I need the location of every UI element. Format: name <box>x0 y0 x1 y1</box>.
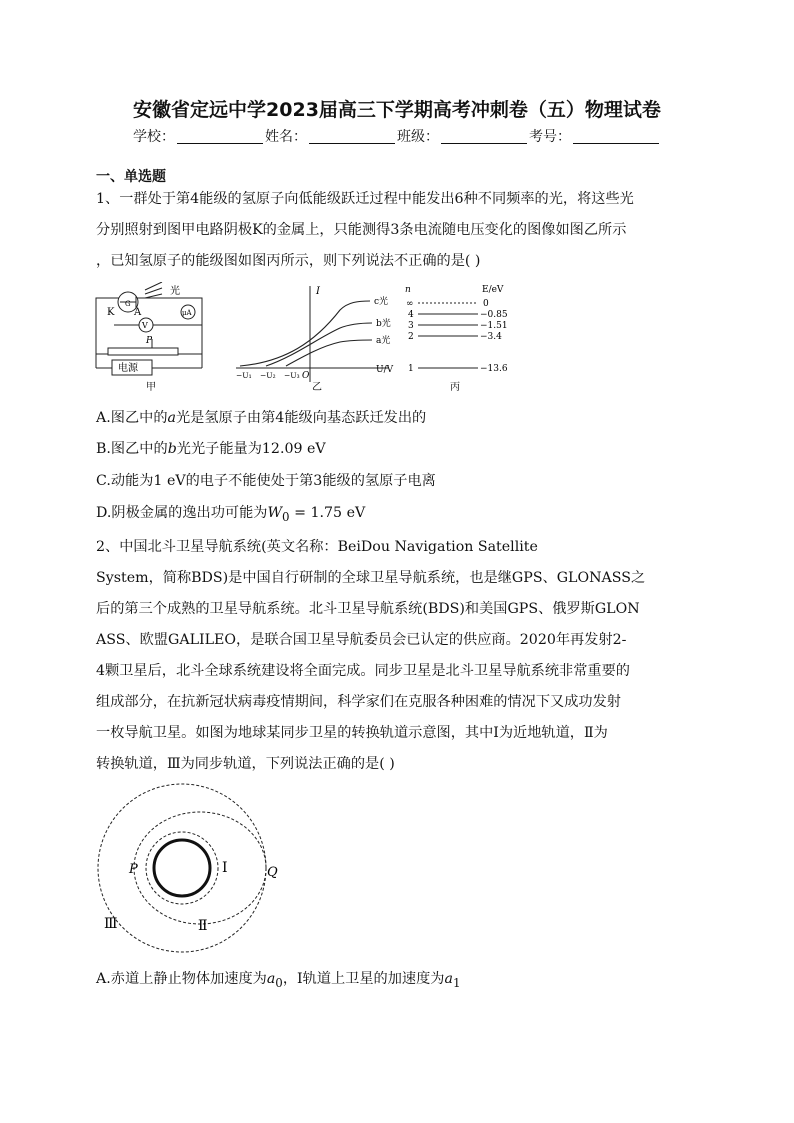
name-label: 姓名： <box>265 129 307 145</box>
orbit-1-label: Ⅰ <box>222 860 228 876</box>
page-title: 安徽省定远中学2023届高三下学期高考冲刺卷（五）物理试卷 <box>133 99 661 121</box>
level-e-header: E/eV <box>482 285 504 295</box>
q2-line: 后的第三个成熟的卫星导航系统。北斗卫星导航系统(BDS)和美国GPS、俄罗斯GLON <box>96 601 640 617</box>
level-n: 1 <box>408 364 414 374</box>
q1-stem <box>96 184 698 277</box>
option-var: a <box>444 971 453 987</box>
option-sub: 0 <box>282 509 290 524</box>
class-label: 班级： <box>397 129 439 145</box>
light-label: 光 <box>170 286 180 297</box>
graph-xlabel: U/V <box>376 365 394 375</box>
graph-origin: O <box>302 371 310 381</box>
tick-label: −U₃ <box>284 371 300 380</box>
energy-levels <box>418 303 478 368</box>
name-blank <box>309 129 395 144</box>
q2-line: 2、中国北斗卫星导航系统(英文名称：BeiDou Navigation Satellite <box>96 539 538 555</box>
tick-label: −U₂ <box>260 371 276 380</box>
q2-option-a[interactable] <box>96 968 461 990</box>
orbit-diagram <box>92 780 302 960</box>
option-text: D.阴极金属的逸出功可能为 <box>96 505 268 521</box>
orbit-3-label: Ⅲ <box>104 916 118 932</box>
level-e: −13.6 <box>480 364 508 374</box>
id-blank <box>573 129 659 144</box>
option-text: ，Ⅰ轨道上卫星的加速度为 <box>282 971 445 987</box>
option-sub: 0 <box>275 975 283 990</box>
id-label: 考号： <box>529 129 571 145</box>
q2-stem <box>96 532 698 780</box>
caption-jia: 甲 <box>146 382 156 393</box>
option-var: a <box>167 410 176 426</box>
class-blank <box>441 129 527 144</box>
q1-option-b[interactable] <box>96 438 326 458</box>
level-n: 2 <box>408 332 414 342</box>
iu-graph <box>236 286 391 382</box>
option-text: A.图乙中的 <box>96 410 168 426</box>
option-text: C.动能为1 eV的电子不能使处于第3能级的氢原子电离 <box>96 473 436 489</box>
level-n-header: n <box>405 285 411 295</box>
graph-ylabel: I <box>316 286 320 297</box>
student-info-line <box>0 126 794 146</box>
q1-line: ，已知氢原子的能级图如图丙所示，则下列说法不正确的是( ) <box>96 253 481 269</box>
orbit-2-label: Ⅱ <box>198 918 208 934</box>
q2-line: ASS、欧盟GALILEO，是联合国卫星导航委员会已认定的供应商。2020年再发射2- <box>96 632 627 648</box>
school-blank <box>177 129 263 144</box>
section-heading: 一、单选题 <box>96 169 166 185</box>
source-label: 电源 <box>118 363 138 374</box>
q1-line: 1、一群处于第4能级的氢原子向低能级跃迁过程中能发出6种不同频率的光，将这些光 <box>96 191 634 207</box>
g-label: G <box>125 300 131 308</box>
option-var: a <box>266 971 276 987</box>
curve-label-b: b光 <box>376 319 391 329</box>
q2-line: System，简称BDS)是中国自行研制的全球卫星导航系统，也是继GPS、GLONASS之 <box>96 570 646 586</box>
caption-yi: 乙 <box>312 382 322 393</box>
option-text: B.图乙中的 <box>96 441 168 457</box>
q2-line: 一枚导航卫星。如图为地球某同步卫星的转换轨道示意图，其中Ⅰ为近地轨道，Ⅱ为 <box>96 725 608 741</box>
option-text: 光光子能量为12.09 eV <box>176 441 326 457</box>
q1-line: 分别照射到图甲电路阴极K的金属上，只能测得3条电流随电压变化的图像如图乙所示 <box>96 222 627 238</box>
circuit-diagram <box>96 282 202 375</box>
q1-option-c[interactable] <box>96 470 436 490</box>
level-e: −3.4 <box>480 332 502 342</box>
tick-label: −U₁ <box>236 371 252 380</box>
level-n: 4 <box>408 310 414 320</box>
level-n: ∞ <box>406 299 414 309</box>
option-var: b <box>167 441 177 457</box>
p-label: P <box>146 336 153 346</box>
q1-figure <box>90 282 530 394</box>
option-var: W <box>267 505 283 521</box>
option-sub: 1 <box>452 975 461 990</box>
level-e: −1.51 <box>480 321 508 331</box>
level-e: −0.85 <box>480 310 508 320</box>
caption-bing: 丙 <box>450 382 460 393</box>
level-e: 0 <box>483 299 489 309</box>
k-label: K <box>107 307 115 318</box>
q2-line: 4颗卫星后，北斗全球系统建设将全面完成。同步卫星是北斗卫星导航系统非常重要的 <box>96 663 630 679</box>
point-p-label: P <box>129 862 138 877</box>
curve-label-c: c光 <box>374 297 389 307</box>
school-label: 学校： <box>133 129 175 145</box>
v-label: V <box>142 321 148 330</box>
option-text: A.赤道上静止物体加速度为 <box>96 971 267 987</box>
q1-option-a[interactable] <box>96 407 426 427</box>
ua-label: μA <box>182 309 192 317</box>
option-text: = 1.75 eV <box>289 505 366 521</box>
option-text: 光是氢原子由第4能级向基态跃迁发出的 <box>175 410 427 426</box>
q2-line: 转换轨道，Ⅲ为同步轨道，下列说法正确的是( ) <box>96 756 395 772</box>
point-q-label: Q <box>267 865 278 880</box>
earth <box>154 840 210 896</box>
level-n: 3 <box>408 321 414 331</box>
q2-line: 组成部分，在抗新冠状病毒疫情期间，科学家们在克服各种困难的情况下又成功发射 <box>96 694 621 710</box>
q1-option-d[interactable] <box>96 502 365 524</box>
a-label: A <box>134 307 142 318</box>
curve-label-a: a光 <box>376 336 391 346</box>
